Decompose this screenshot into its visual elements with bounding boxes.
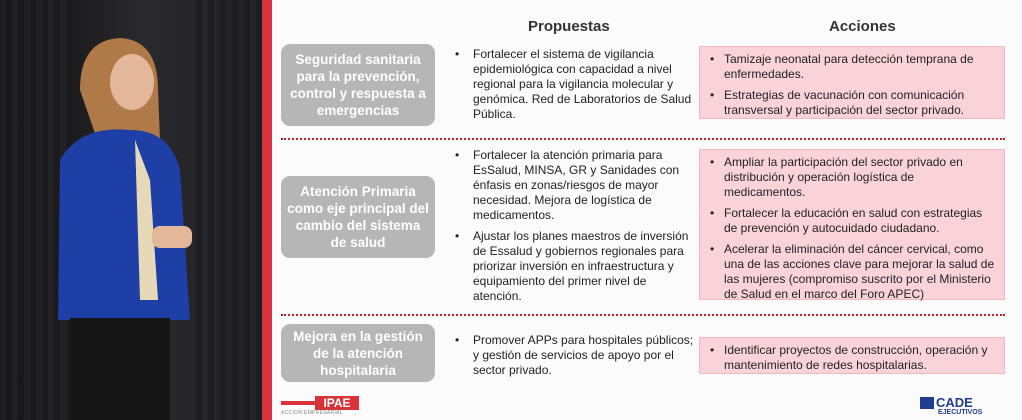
row-separator (281, 314, 1005, 316)
stage-background (0, 0, 262, 420)
row-separator (281, 138, 1005, 140)
action-item: • Tamizaje neonatal para detección temprana de enfermedades. (706, 52, 998, 82)
proposal-item: • Fortalecer el sistema de vigilancia epidemiológica con capacidad a nivel regional para la vigilancia molecular y genómica. Red de Laboratorios de Salud Pública. (455, 47, 695, 122)
proposals-list (455, 333, 695, 384)
action-item: • Ampliar la participación del sector privado en distribución y operación logística de medicamentos. (706, 155, 998, 200)
category-label: Mejora en la gestión de la atención hospitalaria (281, 324, 435, 382)
ipae-logo (281, 396, 359, 416)
action-item: • Estrategias de vacunación con comunicación transversal y participación del sector privado. (706, 88, 998, 118)
proposals-header: Propuestas (528, 18, 610, 35)
actions-box (699, 46, 1005, 119)
category-label: Seguridad sanitaria para la prevención, control y respuesta a emergencias (281, 44, 435, 126)
proposals-list (455, 47, 695, 128)
action-item: • Acelerar la eliminación del cáncer cervical, como una de las acciones clave para mejorar la salud de las mujeres (compromiso suscrito por el Ministerio de Salud en el marco del Foro APEC) (706, 242, 998, 302)
proposal-item: • Promover APPs para hospitales públicos; y gestión de servicios de apoyo por el sector privado. (455, 333, 695, 378)
category-label: Atención Primaria como eje principal del cambio del sistema de salud (281, 176, 435, 258)
ipae-logo-tagline: ACCION EMPRESARIAL (281, 410, 343, 416)
actions-header: Acciones (829, 18, 896, 35)
proposal-item: • Ajustar los planes maestros de inversión de Essalud y gobiernos regionales para priorizar inversión en infraestructura y equipamiento del primer nivel de atención. (455, 229, 695, 304)
actions-box (699, 149, 1005, 300)
slide-accent-bar (262, 0, 272, 420)
presenter-figure (40, 30, 230, 420)
cade-logo-mark (920, 397, 934, 409)
cade-logo-tagline: EJECUTIVOS (938, 409, 983, 416)
action-item: • Identificar proyectos de construcción, operación y mantenimiento de redes hospitalarias. (706, 343, 998, 373)
proposal-item: • Fortalecer la atención primaria para EsSalud, MINSA, GR y Sanidades con énfasis en zonas/riesgos de mayor necesidad. Mejora de logística de medicamentos. (455, 148, 695, 223)
ipae-logo-name: IPAE (315, 396, 359, 410)
action-item: • Fortalecer la educación en salud con estrategias de prevención y autocuidado ciudadano. (706, 206, 998, 236)
ipae-logo-bar (281, 401, 317, 405)
cade-logo (920, 395, 992, 417)
actions-box (699, 337, 1005, 374)
cade-logo-name: CADE (936, 395, 973, 410)
proposals-list (455, 148, 695, 310)
